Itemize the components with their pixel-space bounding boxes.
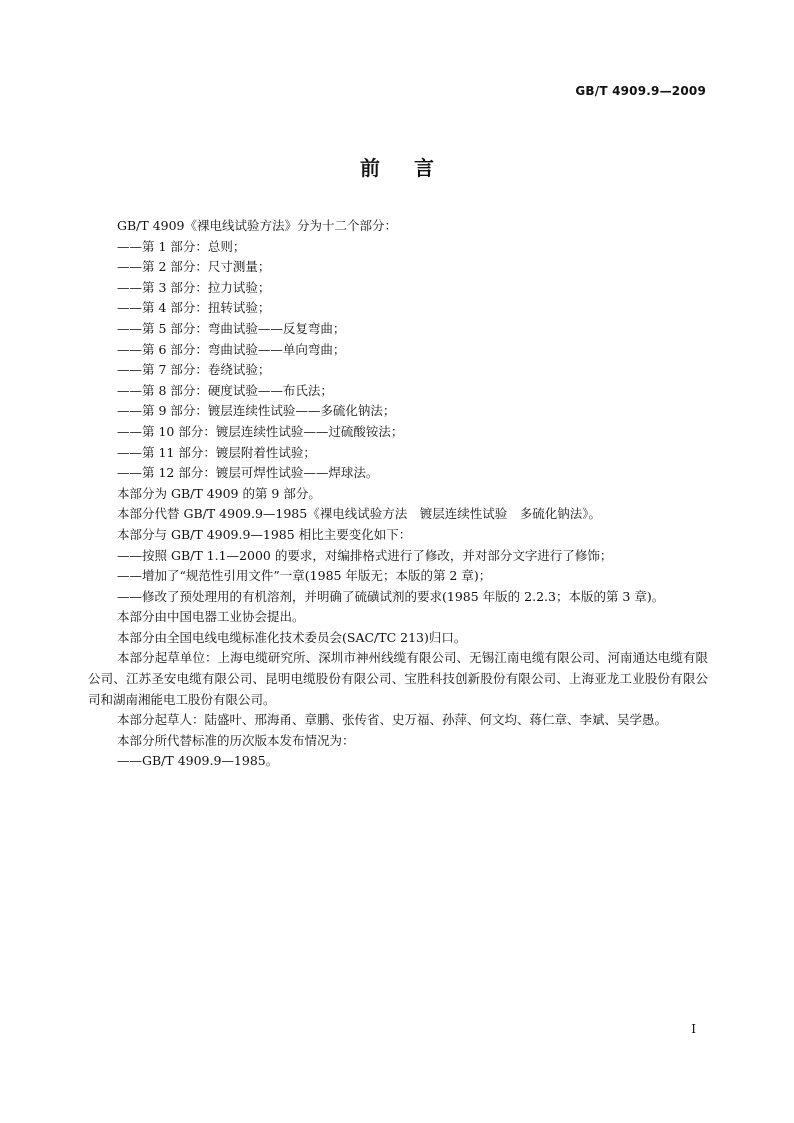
standard-code: GB/T 4909.9—2009	[575, 84, 706, 98]
paragraph: 本部分由全国电线电缆标准化技术委员会(SAC/TC 213)归口。	[117, 629, 467, 645]
list-item: ——第 7 部分：卷绕试验；	[117, 362, 271, 378]
list-item: ——按照 GB/T 1.1—2000 的要求，对编排格式进行了修改，并对部分文字进行了修饰；	[117, 547, 613, 563]
list-item: ——第 1 部分：总则；	[117, 238, 246, 254]
list-item: ——增加了“规范性引用文件”一章(1985 年版无；本版的第 2 章)；	[117, 568, 492, 584]
paragraph: GB/T 4909《裸电线试验方法》分为十二个部分：	[117, 218, 398, 233]
paragraph: 本部分与 GB/T 4909.9—1985 相比主要变化如下：	[117, 526, 412, 542]
list-item: ——第 8 部分：硬度试验——布氏法；	[117, 382, 333, 398]
document-body	[88, 216, 708, 772]
paragraph: 本部分由中国电器工业协会提出。	[117, 609, 305, 625]
list-item: ——第 9 部分：镀层连续性试验——多硫化钠法；	[117, 403, 396, 419]
list-item: ——第 5 部分：弯曲试验——反复弯曲；	[117, 320, 346, 336]
list-item: ——GB/T 4909.9—1985。	[117, 753, 279, 769]
paragraph: 本部分为 GB/T 4909 的第 9 部分。	[117, 485, 321, 501]
paragraph: 本部分代替 GB/T 4909.9—1985《裸电线试验方法 镀层连续性试验 多硫化钠法》。	[117, 506, 601, 522]
paragraph: 本部分起草单位：上海电缆研究所、深圳市神州线缆有限公司、无锡江南电缆有限公司、河南通达电缆有限公司、江苏圣安电缆有限公司、昆明电缆股份有限公司、宝胜科技创新股份有限公司、上海亚龙工业股份有限公司和湖南湘能电工股份有限公司。	[88, 650, 708, 707]
list-item: ——修改了预处理用的有机溶剂，并明确了硫磺试剂的要求(1985 年版的 2.2.3；本版的第 3 章)。	[117, 588, 665, 604]
list-item: ——第 6 部分：弯曲试验——单向弯曲；	[117, 341, 346, 357]
list-item: ——第 4 部分：扭转试验；	[117, 300, 271, 316]
list-item: ——第 11 部分：镀层附着性试验；	[117, 444, 316, 460]
page-number: I	[691, 1022, 696, 1036]
list-item: ——第 3 部分：拉力试验；	[117, 279, 271, 295]
paragraph: 本部分起草人：陆盛叶、邢海甬、章鹏、张传省、史万福、孙萍、何文均、蒋仁章、李斌、吴学愚。	[117, 712, 668, 728]
list-item: ——第 12 部分：镀层可焊性试验——焊球法。	[117, 465, 379, 481]
page-title: 前言	[360, 156, 468, 180]
paragraph: 本部分所代替标准的历次版本发布情况为：	[117, 732, 355, 748]
list-item: ——第 2 部分：尺寸测量；	[117, 259, 271, 275]
list-item: ——第 10 部分：镀层连续性试验——过硫酸铵法；	[117, 423, 404, 439]
